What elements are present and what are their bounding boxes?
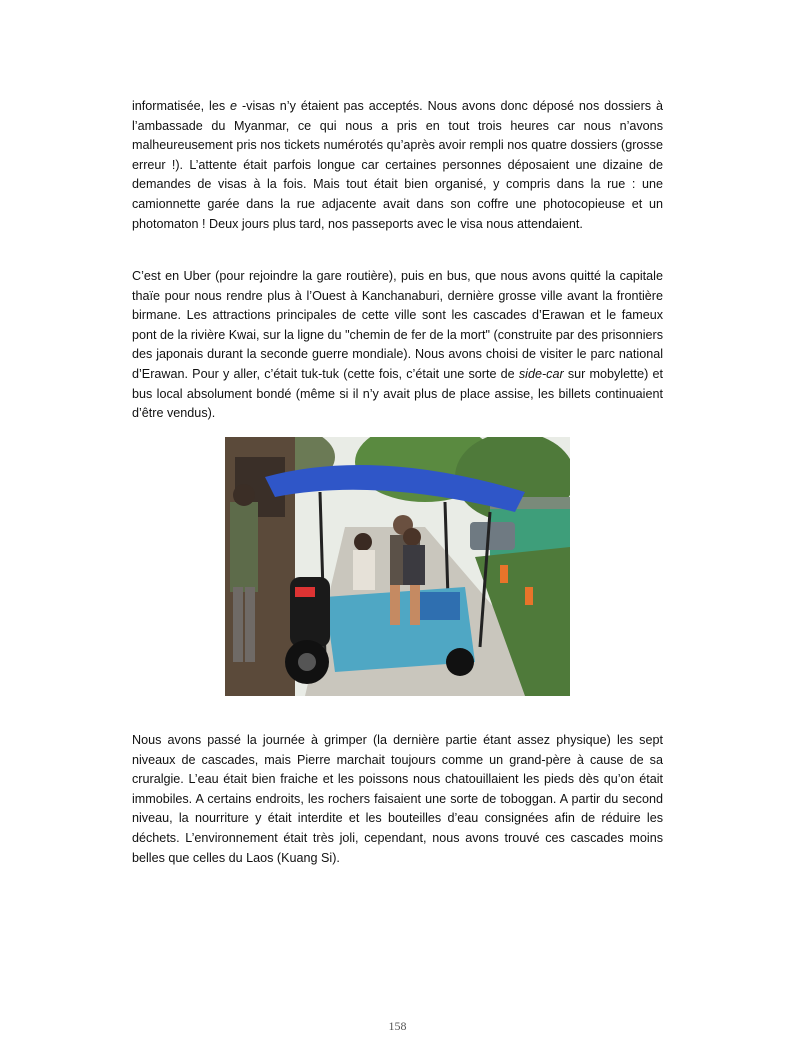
paragraph-visa: informatisée, les e -visas n’y étaient pas acceptés. Nous avons donc déposé nos dossiers à l’ambassade du Myanmar, ce qui nous a pris en tout trois heures car nous n’avons malheureusement pris nos tickets numérotés qu’après avoir rempli nos quatre dossiers (grosse erreur !). L’attente était parfois longue car certaines personnes déposaient une dizaine de demandes de visas à la fois. Mais tout était bien organisé, y compris dans la rue : une camionnette garée dans la rue adjacente avait dans son coffre une photocopieuse et un photomaton ! Deux jours plus tard, nos passeports avec le visa nous attendaient. [132,99,663,231]
page-number: 158 [388,1019,407,1033]
paragraph-kanchanaburi: C’est en Uber (pour rejoindre la gare routière), puis en bus, que nous avons quitté la capitale thaïe pour nous rendre plus à l’Ouest à Kanchanaburi, dernière grosse ville avant la frontière birmane. Les attractions principales de cette ville sont les cascades d’Erawan et le fameux pont de la rivière Kwai, sur la ligne du "chemin de fer de la mort" (construite par des prisonniers des japonais durant la seconde guerre mondiale). Nous avons choisi de visiter le parc national d’Erawan. Pour y aller, c’était tuk-tuk (cette fois, c’était une sorte de side-car sur mobylette) et bus local absolument bondé (même si il n’y avait plus de place assise, les billets continuaient d’être vendus). [132,269,663,421]
tuktuk-photo [225,437,570,696]
paragraph-cascades: Nous avons passé la journée à grimper (la dernière partie étant assez physique) les sept niveaux de cascades, mais Pierre marchait toujours comme un grand-père à cause de sa cruralgie. L’eau était bien fraiche et les poissons nous chatouillaient les pieds dès qu’on était immobiles. A certains endroits, les rochers faisaient une sorte de toboggan. A partir du second niveau, la nourriture y était interdite et les bouteilles d’eau consignées afin de réduire les déchets. L’environnement était très joli, cependant, nous avons trouvé ces cascades moins belles que celles du Laos (Kuang Si). [132,733,663,865]
